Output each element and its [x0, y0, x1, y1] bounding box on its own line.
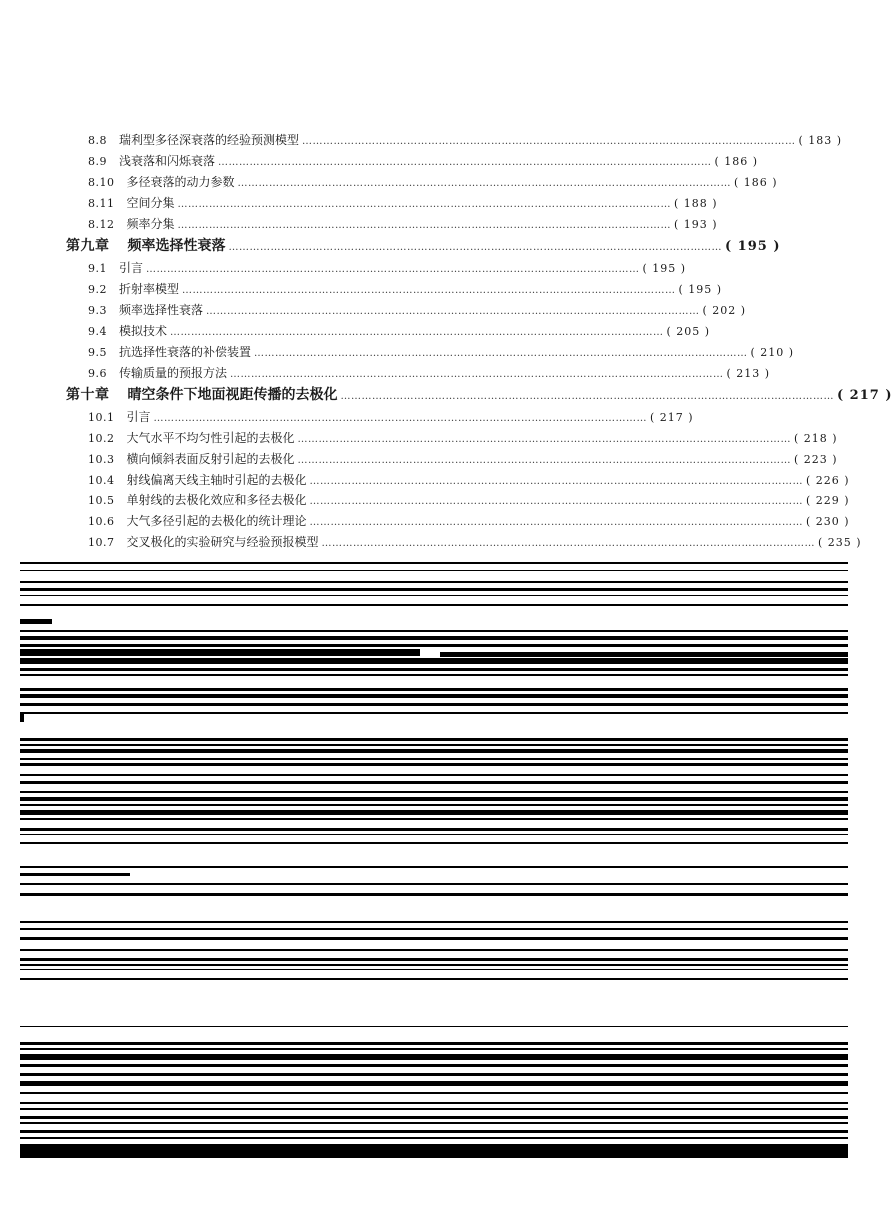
toc-entry-9-1 [88, 259, 687, 276]
section-title: 引言 [126, 410, 151, 424]
section-number: 8.10 [88, 176, 115, 189]
section-title: 单射线的去极化效应和多径去极化 [126, 493, 307, 507]
toc-entry-10-5 [88, 491, 850, 508]
dot-leader: …………………………………………………………………………………………………………………………… [153, 413, 648, 424]
section-number: 8.11 [88, 197, 115, 210]
toc-entry-10-1 [88, 408, 694, 425]
page-number: ( 186 ) [714, 155, 759, 168]
section-title: 大气水平不均匀性引起的去极化 [126, 431, 295, 445]
section-number: 9.5 [88, 346, 107, 359]
toc-entry-10-4 [88, 471, 850, 488]
toc-entry-8-10 [88, 173, 778, 190]
page-number: ( 223 ) [794, 453, 838, 466]
section-number: 10.3 [88, 453, 115, 466]
section-number: 9.1 [88, 262, 107, 275]
section-number: 9.2 [88, 283, 107, 296]
dot-leader: …………………………………………………………………………………………………………………………… [297, 455, 792, 466]
page-number: ( 217 ) [837, 388, 893, 403]
section-title: 大气多径引起的去极化的统计理论 [126, 514, 307, 528]
page-number: ( 193 ) [674, 218, 718, 231]
toc-entry-10-2 [88, 429, 838, 446]
page-number: ( 213 ) [726, 367, 771, 380]
page-number: ( 235 ) [818, 536, 862, 549]
toc-chapter-10 [66, 384, 893, 404]
dot-leader: …………………………………………………………………………………………………………………………… [309, 496, 804, 507]
chapter-title: 频率选择性衰落 [127, 238, 226, 254]
section-title: 频率分集 [126, 217, 175, 231]
section-number: 8.12 [88, 218, 115, 231]
toc-entry-9-2 [88, 280, 723, 297]
dot-leader: …………………………………………………………………………………………………………………………… [309, 517, 804, 528]
section-title: 传输质量的预报方法 [119, 366, 228, 380]
toc-entry-8-8 [88, 131, 843, 148]
page-number: ( 186 ) [734, 176, 778, 189]
dot-leader: …………………………………………………………………………………………………………………………… [146, 264, 640, 275]
dot-leader: …………………………………………………………………………………………………………………………… [237, 178, 732, 189]
section-number: 10.6 [88, 515, 115, 528]
section-title: 多径衰落的动力参数 [126, 175, 235, 189]
page-number: ( 195 ) [642, 262, 687, 275]
section-title: 交叉极化的实验研究与经验预报模型 [126, 535, 319, 549]
toc-entry-10-3 [88, 450, 838, 467]
page-number: ( 202 ) [702, 304, 747, 317]
page-number: ( 226 ) [806, 474, 850, 487]
page-number: ( 218 ) [794, 432, 838, 445]
section-title: 折射率模型 [119, 282, 180, 296]
page-number: ( 230 ) [806, 515, 850, 528]
page-number: ( 183 ) [798, 134, 843, 147]
dot-leader: …………………………………………………………………………………………………………………………… [297, 434, 792, 445]
page-number: ( 210 ) [750, 346, 795, 359]
scan-artifact-lines [20, 548, 848, 1163]
section-title: 频率选择性衰落 [119, 303, 204, 317]
dot-leader: …………………………………………………………………………………………………………………………… [170, 327, 664, 338]
table-of-contents [0, 0, 893, 549]
dot-leader: …………………………………………………………………………………………………………………………… [230, 369, 724, 380]
page-number: ( 217 ) [650, 411, 694, 424]
section-title: 抗选择性衰落的补偿装置 [119, 345, 252, 359]
section-number: 9.6 [88, 367, 107, 380]
section-number: 8.8 [88, 134, 107, 147]
toc-entry-8-9 [88, 152, 759, 169]
section-title: 横向倾斜表面反射引起的去极化 [126, 452, 295, 466]
chapter-number: 第九章 [66, 238, 110, 254]
dot-leader: …………………………………………………………………………………………………………………………… [302, 136, 796, 147]
toc-entry-8-12 [88, 215, 718, 232]
toc-chapter-9 [66, 235, 781, 255]
dot-leader: …………………………………………………………………………………………………………………………… [340, 391, 834, 402]
dot-leader: …………………………………………………………………………………………………………………………… [218, 157, 712, 168]
section-title: 空间分集 [126, 196, 175, 210]
toc-entry-8-11 [88, 194, 718, 211]
chapter-title: 晴空条件下地面视距传播的去极化 [127, 387, 338, 403]
section-title: 射线偏离天线主轴时引起的去极化 [126, 473, 307, 487]
page-number: ( 205 ) [666, 325, 711, 338]
dot-leader: …………………………………………………………………………………………………………………………… [206, 306, 700, 317]
page-number: ( 195 ) [678, 283, 723, 296]
dot-leader: …………………………………………………………………………………………………………………………… [228, 242, 722, 253]
section-number: 10.4 [88, 474, 115, 487]
page-number: ( 195 ) [725, 239, 781, 254]
dot-leader: …………………………………………………………………………………………………………………………… [254, 348, 748, 359]
dot-leader: …………………………………………………………………………………………………………………………… [309, 476, 804, 487]
section-title: 浅衰落和闪烁衰落 [119, 154, 216, 168]
toc-entry-9-6 [88, 364, 771, 381]
section-title: 引言 [119, 261, 144, 275]
dot-leader: …………………………………………………………………………………………………………………………… [177, 199, 672, 210]
page-number: ( 229 ) [806, 494, 850, 507]
page-number: ( 188 ) [674, 197, 718, 210]
dot-leader: …………………………………………………………………………………………………………………………… [182, 285, 676, 296]
toc-entry-10-6 [88, 512, 850, 529]
dot-leader: …………………………………………………………………………………………………………………………… [321, 538, 816, 549]
toc-entry-9-5 [88, 343, 795, 360]
section-number: 10.2 [88, 432, 115, 445]
section-number: 9.3 [88, 304, 107, 317]
section-number: 10.5 [88, 494, 115, 507]
section-number: 8.9 [88, 155, 107, 168]
section-number: 10.7 [88, 536, 115, 549]
section-title: 瑞利型多径深衰落的经验预测模型 [119, 133, 300, 147]
section-title: 模拟技术 [119, 324, 168, 338]
toc-entry-9-4 [88, 322, 711, 339]
chapter-number: 第十章 [66, 387, 110, 403]
toc-entry-9-3 [88, 301, 747, 318]
section-number: 9.4 [88, 325, 107, 338]
section-number: 10.1 [88, 411, 115, 424]
dot-leader: …………………………………………………………………………………………………………………………… [177, 220, 672, 231]
